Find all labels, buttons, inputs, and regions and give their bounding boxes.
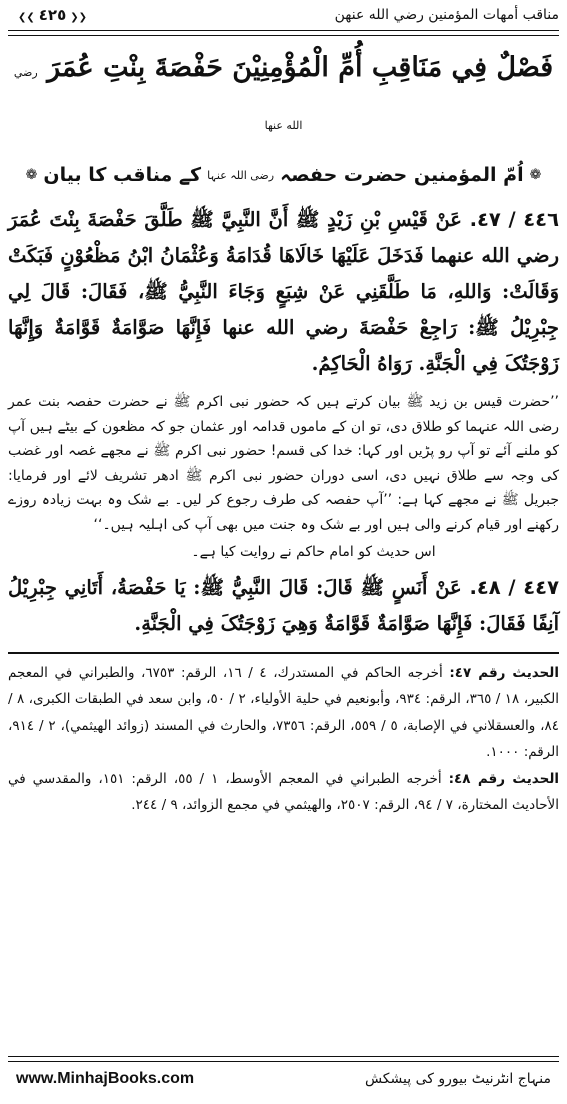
sub-heading-text: اُمّ المؤمنین حضرت حفصہ (280, 164, 524, 186)
hadith-447-source: اس حدیث کو امام حاکم نے روایت کیا ہے۔ (191, 543, 436, 560)
footer-rule (8, 1056, 559, 1062)
footer-publisher: منہاج انٹرنیٹ بیورو کی پیشکش (364, 1071, 551, 1087)
sub-heading-honorific: رضی اللہ عنہا (207, 168, 275, 182)
hadith-448-arabic (8, 570, 559, 642)
page-header (8, 0, 559, 30)
chapter-honorific: رضي الله عنها (13, 66, 303, 132)
ornament-left-icon: ❁ (25, 167, 38, 183)
hadith-447-arabic (8, 202, 559, 382)
running-title: مناقب أمهات المؤمنين رضي الله عنهن (334, 7, 559, 23)
footnote-47-label: الحديث رقم ٤٧: (449, 664, 559, 681)
footnote-48-label: الحديث رقم ٤٨: (448, 770, 560, 787)
sub-heading-text-end: کے مناقب کا بیان (43, 164, 202, 186)
chapter-heading (8, 44, 559, 150)
footnote-48-text: أخرجه الطبراني في المعجم الأوسط، ١ / ٥٥، الرقم: ١٥١، والمقدسي في الأحاديث المختارة، ٧ / ٩٤، الرقم: ٢٥٠٧، والهيثمي في مجمع الزوائد، ٩ / ٢٤٤. (8, 770, 559, 814)
chapter-heading-text: فَصْلٌ فِي مَنَاقِبِ أُمِّ الْمُؤْمِنِيْنَ حَفْصَةَ بِنْتِ عُمَرَ (47, 52, 554, 83)
hadith-447-urdu-translation: ’’حضرت قیس بن زید ﷺ بیان کرتے ہیں کہ حضور نبی اکرم ﷺ نے حضرت حفصہ بنت عمر رضی اللہ عنہما کو طلاق دی، تو ان کے ماموں قدامہ اور عثمان جو کہ مظعون کے بیٹے ہیں آپ کو ملنے آئے تو آپ رو پڑیں اور کہا: خدا کی قسم! حضور نبی اکرم ﷺ نے مجھے غصہ اور غضب کی وجہ سے طلاق نہیں دی، اسی دوران حضور نبی اکرم ﷺ ادھر تشریف لائے اور فرمایا: جبریل ﷺ نے مجھے کہا ہے: ’’آپ حفصہ کی طرف رجوع کر لیں۔ بے شک وہ بہت زیادہ روزے رکھنے اور قیام کرنے والی ہیں اور بے شک وہ جنت میں بھی آپ کی اہلیہ ہیں۔‘‘ (8, 394, 559, 533)
hadith-447-text: عَنْ قَيْسِ بْنِ زَيْدٍ ﷺ أَنَّ النَّبِيَّ ﷺ طَلَّقَ حَفْصَةَ بِنْتَ عُمَرَ رضي الله عنهما فَدَخَلَ عَلَيْهَا خَالَاهَا قُدَامَةُ وَعُثْمَانُ ابْنُ مَظْعُوْنٍ فَبَكَتْ وَقَالَتْ: وَاللهِ، مَا طَلَّقَنِي عَنْ شِبَعٍ وَجَاءَ النَّبِيُّ ﷺ، فَقَالَ: قَالَ لِي جِبْرِيْلُ ﷺ: رَاجِعْ حَفْصَةَ رضي الله عنها فَإِنَّهَا صَوَّامَةٌ قَوَّامَةٌ وَإِنَّهَا زَوْجَتُکَ فِي الْجَنَّةِ. رَوَاهُ الْحَاکِمُ. (8, 208, 559, 375)
hadith-447-number: ٤٤٦ / ٤٧. (469, 208, 559, 231)
page-footer (8, 1056, 559, 1104)
ornament-right-icon: ❁ (529, 167, 542, 183)
footnotes (8, 652, 559, 819)
page-number: ❮❮ ٤٢٥ ❯❯ (8, 6, 97, 24)
footnote-48 (8, 766, 559, 819)
hadith-448-text: عَنْ أَنَسٍ ﷺ قَالَ: قَالَ النَّبِيُّ ﷺ: يَا حَفْصَةُ، أَتَانِي جِبْرِيْلُ آنِفًا فَقَالَ: فَإِنَّهَا صَوَّامَةٌ قَوَّامَةٌ وَهِيَ زَوْجَتُکَ فِي الْجَنَّةِ. (8, 575, 559, 635)
footnote-47 (8, 660, 559, 766)
footnote-47-text: أخرجه الحاكم في المستدرك، ٤ / ١٦، الرقم: ٦٧٥٣، والطبراني في المعجم الكبير، ١٨ / ٣٦٥، الرقم: ٩٣٤، وأبونعيم في حلية الأولياء، ٢ / ٥٠، وابن سعد في الطبقات الكبرى، ٨ / ٨٤، والعسقلاني في الإصابة، ٥ / ٥٥٩، الرقم: ٧٣٥٦، والحارث في المسند (زوائد الهيثمي)، ٢ / ٩١٤، الرقم: ١٠٠٠. (8, 664, 559, 761)
footer-website-link[interactable]: www.MinhajBooks.com (16, 1070, 195, 1087)
sub-heading (8, 164, 559, 186)
hadith-448-number: ٤٤٧ / ٤٨. (469, 575, 559, 599)
header-rule (8, 30, 559, 36)
